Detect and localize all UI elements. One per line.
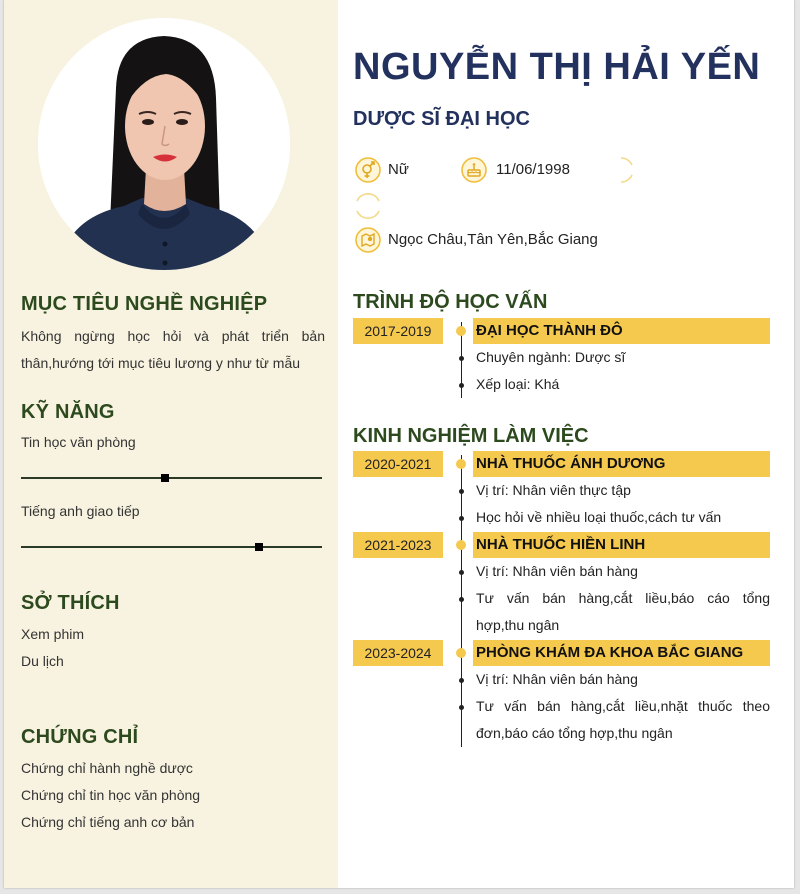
experience-period: 2021-2023 — [353, 532, 443, 558]
cv-page — [4, 0, 794, 888]
skill-bar-english — [21, 546, 322, 548]
birthdate-value: 11/06/1998 — [496, 161, 570, 178]
hobby-item: Xem phim — [21, 626, 85, 642]
hobbies-heading: SỞ THÍCH — [21, 592, 120, 614]
map-location-icon — [355, 227, 381, 253]
objective-line-1: Không ngừng học hỏi và phát triển bản — [21, 328, 325, 344]
full-name: NGUYỄN THỊ HẢI YẾN — [353, 46, 761, 88]
experience-position: Vị trí: Nhân viên bán hàng — [476, 671, 638, 687]
timeline-bullet — [459, 678, 464, 683]
timeline-bullet — [459, 570, 464, 575]
education-school: ĐẠI HỌC THÀNH ĐÔ — [473, 318, 770, 344]
address-value: Ngọc Châu,Tân Yên,Bắc Giang — [388, 231, 598, 248]
education-period: 2017-2019 — [353, 318, 443, 344]
skill-label-english: Tiếng anh giao tiếp — [21, 503, 140, 519]
experience-duty: Học hỏi về nhiều loại thuốc,cách tư vấn — [476, 509, 722, 525]
experience-heading: KINH NGHIỆM LÀM VIỆC — [353, 425, 589, 447]
partial-circle-icon — [355, 193, 381, 219]
skill-bar-office — [21, 477, 322, 479]
timeline-dot — [456, 326, 466, 336]
education-heading: TRÌNH ĐỘ HỌC VẤN — [353, 291, 548, 313]
certificates-heading: CHỨNG CHỈ — [21, 726, 139, 748]
experience-duty-line-1: Tư vấn bán hàng,cắt liều,báo cáo tổng — [476, 590, 770, 606]
partial-circle-icon — [608, 157, 634, 183]
timeline-dot — [456, 648, 466, 658]
job-title: DƯỢC SĨ ĐẠI HỌC — [353, 108, 530, 130]
timeline-bullet — [459, 489, 464, 494]
objective-heading: MỤC TIÊU NGHỀ NGHIỆP — [21, 293, 268, 315]
experience-company: NHÀ THUỐC HIỀN LINH — [473, 532, 770, 558]
birthday-cake-icon — [461, 157, 487, 183]
experience-company: PHÒNG KHÁM ĐA KHOA BẮC GIANG — [473, 640, 770, 666]
experience-period: 2023-2024 — [353, 640, 443, 666]
skills-heading: KỸ NĂNG — [21, 401, 115, 423]
experience-duty — [476, 693, 770, 747]
experience-position: Vị trí: Nhân viên bán hàng — [476, 563, 638, 579]
timeline-bullet — [459, 516, 464, 521]
objective-text — [21, 323, 325, 377]
education-grade: Xếp loại: Khá — [476, 376, 560, 392]
sidebar — [4, 0, 338, 888]
timeline-dot — [456, 540, 466, 550]
experience-company: NHÀ THUỐC ÁNH DƯƠNG — [473, 451, 770, 477]
certificate-item: Chứng chỉ hành nghề dược — [21, 760, 193, 776]
gender-value: Nữ — [388, 161, 409, 178]
timeline-bullet — [459, 383, 464, 388]
certificate-item: Chứng chỉ tiếng anh cơ bản — [21, 814, 195, 830]
skill-level-english — [255, 543, 263, 551]
education-major: Chuyên ngành: Dược sĩ — [476, 349, 626, 365]
objective-line-2: thân,hướng tới mục tiêu lương y như từ mẫu — [21, 355, 301, 371]
skill-label-office: Tin học văn phòng — [21, 434, 136, 450]
timeline-dot — [456, 459, 466, 469]
timeline-bullet — [459, 356, 464, 361]
profile-photo — [38, 18, 290, 270]
experience-duty-line-2: hợp,thu ngân — [476, 617, 560, 633]
skill-level-office — [161, 474, 169, 482]
experience-duty — [476, 585, 770, 639]
hobby-item: Du lịch — [21, 653, 64, 669]
certificate-item: Chứng chỉ tin học văn phòng — [21, 787, 201, 803]
timeline-bullet — [459, 597, 464, 602]
experience-duty-line-2: đơn,báo cáo tổng hợp,thu ngân — [476, 725, 673, 741]
experience-position: Vị trí: Nhân viên thực tập — [476, 482, 631, 498]
experience-period: 2020-2021 — [353, 451, 443, 477]
experience-duty-line-1: Tư vấn bán hàng,cắt liều,nhặt thuốc theo — [476, 698, 770, 714]
timeline-bullet — [459, 705, 464, 710]
gender-icon — [355, 157, 381, 183]
